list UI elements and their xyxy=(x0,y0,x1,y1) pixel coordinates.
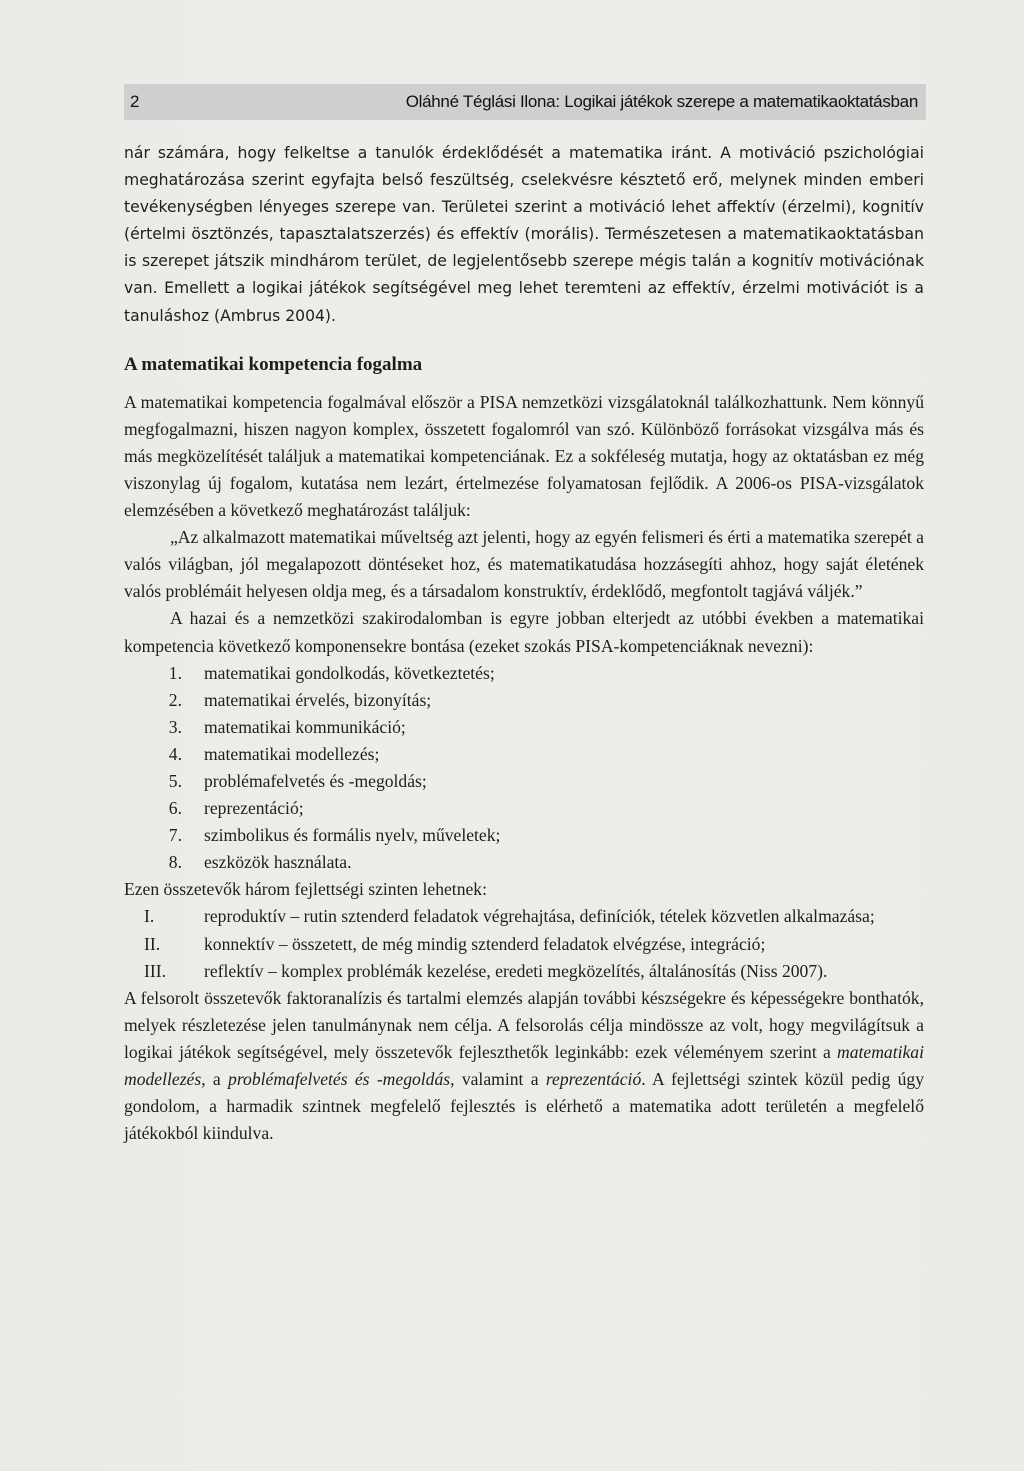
emphasis-modelling: matematikai modellezés xyxy=(124,1041,924,1089)
list-item: II. konnektív – összetett, de még mindig sztenderd feladatok elvégzése, integráció; xyxy=(144,933,766,954)
emphasis-problem-solving: problémafelvetés és -megoldás xyxy=(228,1069,451,1089)
list-item: I. reproduktív – rutin sztenderd feladatok végrehajtása, definíciók, tételek közvetlen alkalmazása; xyxy=(144,906,875,927)
paragraph-definition: A matematikai kompetencia fogalmával először a PISA nemzetközi vizsgálatoknál találkozhattunk. Nem könnyű megfogalmazni, hiszen nagyon komplex, összetett fogalomról van szó. Különböző forrásokat vizsgálva más és más megközelítését találjuk a matematikai kompetenciának. Ez a sokféleség mutatja, hogy az oktatásban ez még viszonylag új fogalom, kutatása nem lezárt, értelmezése folyamatosan fejlődik. A 2006-os PISA-vizsgálatok elemzésében a következő meghatározást találjuk: xyxy=(124,391,924,521)
list-item: 3. matematikai kommunikáció; xyxy=(168,716,406,737)
paragraph-conclusion: A felsorolt összetevők faktoranalízis és tartalmi elemzés alapján további készségekre és képességekre bonthatók, melyek részletezése jelen tanulmánynak nem célja. A felsorolás célja mindössze az volt, hogy megvilágítsuk a logikai játékok segítségével, mely összetevők fejleszthetők leginkább: ezek véleményem szerint a matematikai modellezés, a problémafelvetés és -megoldás, valamint a reprezentáció. A fejlettségi szintek közül pedig úgy gondolom, a harmadik szintnek megfelelő fejlesztés is elérhető a matematika adott területén a megfelelő játékokból kiindulva. xyxy=(124,987,925,1144)
levels-list xyxy=(124,903,924,984)
list-item: 8. eszközök használata. xyxy=(168,852,352,873)
list-item: 2. matematikai érvelés, bizonyítás; xyxy=(168,689,432,710)
running-title: Oláhné Téglási Ilona: Logikai játékok szerepe a matematikaoktatásban xyxy=(405,92,918,111)
paragraph-motivation: nár számára, hogy felkeltse a tanulók érdeklődését a matematika iránt. A motiváció pszichológiai meghatározása szerint egyfajta belső feszültség, cselekvésre késztető erő, melynek minden emberi tevékenységben lényeges szerepe van. Területei szerint a motiváció lehet affektív (érzelmi), kognitív (értelmi ösztönzés, tapasztalatszerzés) és effektív (morális). Természetesen a matematikaoktatásban is szerepet játszik mindhárom terület, de legjelentősebb szerepe mégis talán a kognitív motivációnak van. Emellett a logikai játékok segítségével meg lehet teremteni az effektív, érzelmi motivációt is a tanuláshoz (Ambrus 2004). xyxy=(124,144,924,325)
page-number: 2 xyxy=(130,92,140,111)
list-item: 7. szimbolikus és formális nyelv, műveletek; xyxy=(168,825,501,846)
list-item: 5. problémafelvetés és -megoldás; xyxy=(168,770,427,791)
pisa-quote: „Az alkalmazott matematikai műveltség azt jelenti, hogy az egyén felismeri és érti a matematika szerepét a valós világban, jól megalapozott döntéseket hoz, és matematikatudása hozzásegíti ahhoz, hogy saját életének valós problémáit helyesen oldja meg, és a társadalom konstruktív, érdeklődő, megfontolt tagjává váljék.” xyxy=(124,527,924,602)
list-item: 4. matematikai modellezés; xyxy=(168,743,380,764)
emphasis-representation: reprezentáció xyxy=(545,1069,642,1089)
paragraph-components-intro: A hazai és a nemzetközi szakirodalomban is egyre jobban elterjedt az utóbbi években a matematikai kompetencia következő komponensekre bontása (ezeket szokás PISA-kompetenciáknak nevezni): xyxy=(124,608,924,656)
levels-intro: Ezen összetevők három fejlettségi szinten lehetnek: xyxy=(124,879,487,900)
section-heading: A matematikai kompetencia fogalma xyxy=(124,353,423,375)
list-item: III. reflektív – komplex problémák kezelése, eredeti megközelítés, általánosítás (Niss 2007). xyxy=(144,960,828,981)
list-item: 1. matematikai gondolkodás, következtetés; xyxy=(168,662,495,683)
list-item: 6. reprezentáció; xyxy=(168,798,304,819)
components-list xyxy=(124,660,924,877)
body-text xyxy=(124,140,924,1147)
running-header xyxy=(124,84,926,120)
